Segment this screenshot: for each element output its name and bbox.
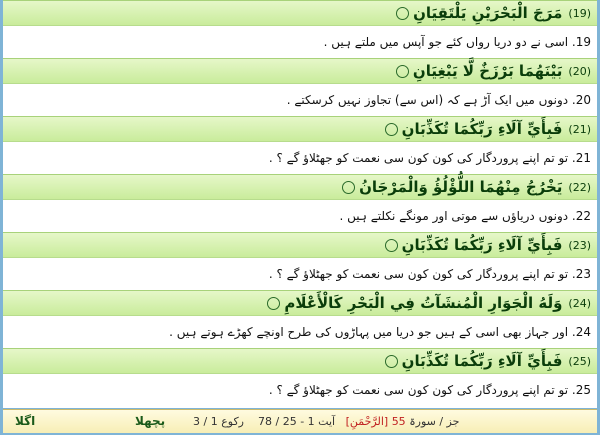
arabic-text: فَبِأَيِّ آلَاءِ رَبِّكُمَا تُكَذِّبَانِ (401, 236, 563, 254)
verse-number: (21) (568, 122, 591, 136)
previous-button[interactable]: پچھلا (135, 414, 166, 428)
verse-number: (25) (568, 354, 591, 368)
translation-number: 24 (575, 325, 591, 339)
verse-19 (3, 0, 597, 58)
arabic-text: بَيْنَهُمَا بَرْزَخٌ لَّا يَبْغِيَانِ (412, 62, 563, 80)
translation-text: . دونوں میں ایک آڑ ہے کہ (اس سے) تجاوز نہیں کرسکتے . (286, 93, 576, 107)
arabic-text: مَرَجَ الْبَحْرَيْنِ يَلْتَقِيَانِ (413, 4, 563, 22)
position-info (193, 415, 459, 428)
translation-number: 19 (575, 35, 591, 49)
arabic-row (3, 116, 597, 142)
arabic-row (3, 58, 597, 84)
ayah-end-icon (396, 7, 409, 20)
arabic-row (3, 348, 597, 374)
verse-number: (20) (568, 64, 591, 78)
arabic-row (3, 232, 597, 258)
verse-22 (3, 174, 597, 232)
translation-number: 20 (575, 93, 591, 107)
arabic-row (3, 0, 597, 26)
verse-number: (22) (568, 180, 591, 194)
ayah-end-icon (385, 239, 398, 252)
translation-row (3, 142, 597, 174)
verse-21 (3, 116, 597, 174)
translation-number: 23 (575, 267, 591, 281)
arabic-row (3, 174, 597, 200)
translation-row (3, 200, 597, 232)
verse-number: (24) (568, 296, 591, 310)
arabic-text: فَبِأَيِّ آلَاءِ رَبِّكُمَا تُكَذِّبَانِ (401, 120, 563, 138)
ayah-end-icon (385, 355, 398, 368)
arabic-text: يَخْرُجُ مِنْهُمَا اللُّؤْلُؤُ وَالْمَرْجَانُ (359, 178, 563, 196)
ayah-end-icon (342, 181, 355, 194)
ayah-end-icon (385, 123, 398, 136)
translation-text: . دونوں دریاؤں سے موتی اور مونگے نکلتے ہیں . (339, 209, 576, 223)
ayah-end-icon (396, 65, 409, 78)
status-bar (3, 409, 597, 433)
translation-number: 25 (575, 383, 591, 397)
surah-name: 55 [الرَّحْمَنِ] (345, 415, 406, 428)
arabic-text: وَلَهُ الْجَوَارِ الْمُنشَآتُ فِي الْبَحْرِ كَالْأَعْلَامِ (284, 294, 563, 312)
verse-number: (23) (568, 238, 591, 252)
translation-text: . تو تم اپنے پروردگار کی کون کون سی نعمت کو جھٹلاؤ گے ؟ . (268, 151, 576, 165)
verse-list[interactable] (3, 0, 597, 408)
next-button[interactable]: اگلا (15, 414, 36, 428)
ayah-end-icon (267, 297, 280, 310)
translation-row (3, 258, 597, 290)
ayat-range: آیت 1 - 25 / 78 (258, 415, 336, 428)
translation-row (3, 316, 597, 348)
translation-text: . اور جہاز بھی اسی کے ہیں جو دریا میں پہاڑوں کی طرح اونچے کھڑے ہوتے ہیں . (169, 325, 576, 339)
verse-20 (3, 58, 597, 116)
verse-25 (3, 348, 597, 406)
arabic-row (3, 290, 597, 316)
translation-row (3, 84, 597, 116)
translation-text: . تو تم اپنے پروردگار کی کون کون سی نعمت کو جھٹلاؤ گے ؟ . (268, 383, 576, 397)
translation-number: 22 (575, 209, 591, 223)
verse-24 (3, 290, 597, 348)
translation-number: 21 (575, 151, 591, 165)
juz-surah-label: جز / سورۃ (409, 415, 460, 428)
arabic-text: فَبِأَيِّ آلَاءِ رَبِّكُمَا تُكَذِّبَانِ (401, 352, 563, 370)
translation-row (3, 26, 597, 58)
translation-text: . اسی نے دو دریا رواں کئے جو آپس میں ملتے ہیں . (323, 35, 576, 49)
translation-text: . تو تم اپنے پروردگار کی کون کون سی نعمت کو جھٹلاؤ گے ؟ . (268, 267, 576, 281)
verse-23 (3, 232, 597, 290)
translation-row (3, 374, 597, 406)
ruku-info: رکوع 1 / 3 (193, 415, 244, 428)
verse-number: (19) (568, 6, 591, 20)
